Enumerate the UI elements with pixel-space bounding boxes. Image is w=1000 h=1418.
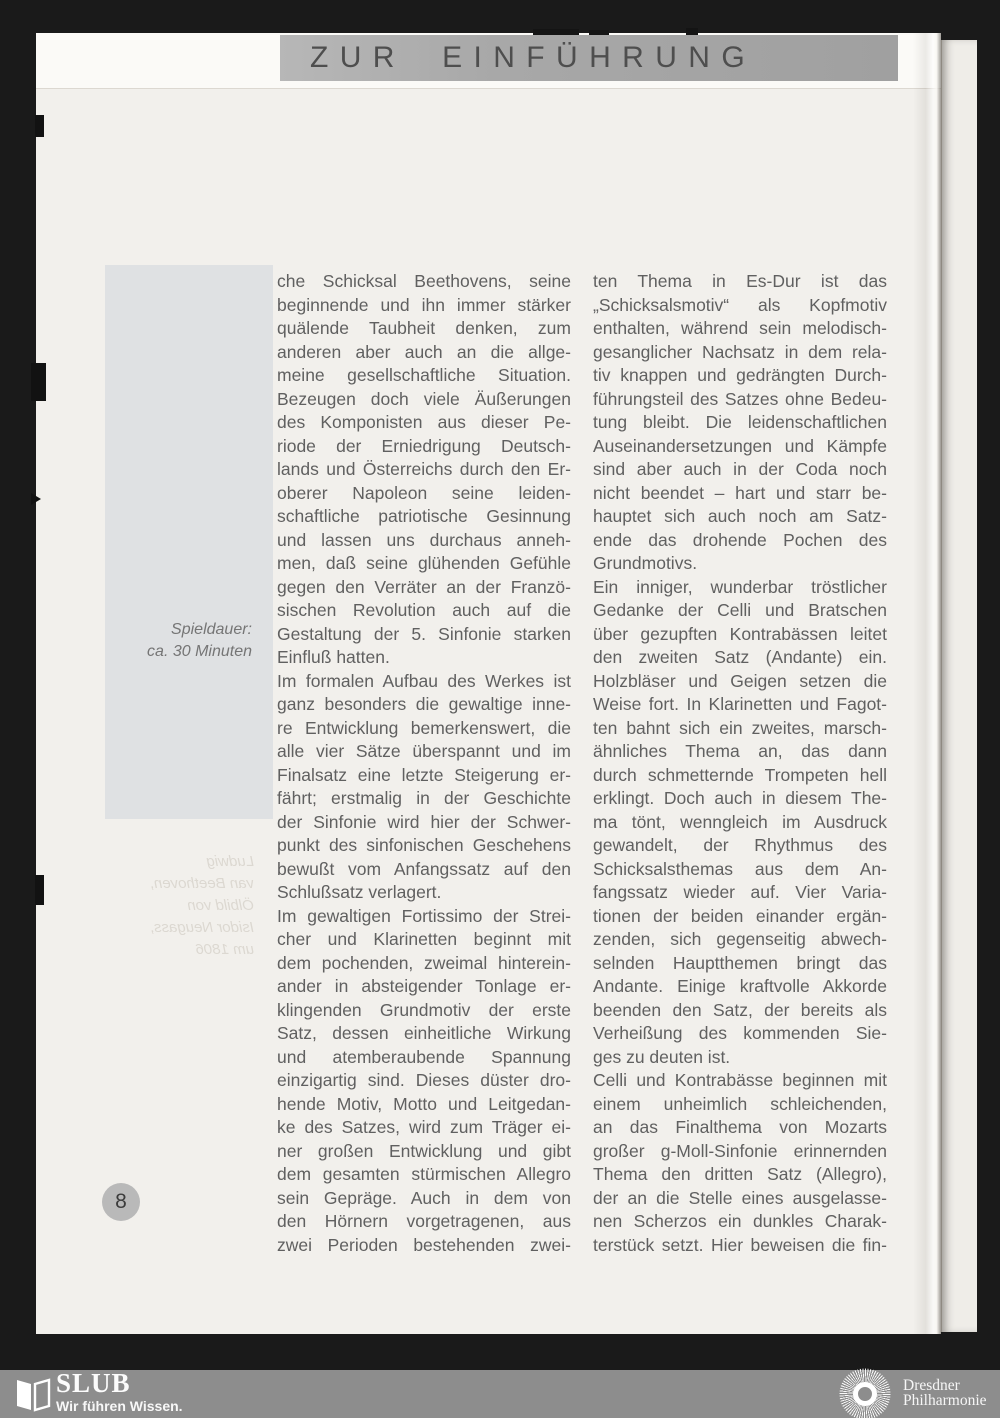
slub-wordmark: SLUB <box>56 1368 131 1398</box>
text-line: zenden, sich gegenseitig abwech- <box>593 929 887 949</box>
footer-bar <box>0 1370 1000 1418</box>
text-line: sind aber auch in der Coda noch <box>593 459 887 479</box>
text-line: lands und Österreichs durch den Er- <box>277 459 571 479</box>
text-line: Weise fort. In Klarinetten und Fagot- <box>593 694 887 714</box>
philharmonie-wordmark <box>903 1378 987 1408</box>
text-line: Finalsatz eine letzte Steigerung er- <box>277 764 571 785</box>
scan-artifact <box>686 28 698 35</box>
text-line: des Komponisten aus dieser Pe- <box>277 412 571 432</box>
text-line: gewandelt, der Rhythmus des <box>593 835 887 855</box>
text-line: tionen der beiden einander ergän- <box>593 905 887 926</box>
caption-line: Isidor Neugass, <box>149 919 254 936</box>
text-line: ten Thema in Es-Dur ist das <box>593 271 887 291</box>
text-line: cher und Klarinetten beginnt mit <box>277 929 571 949</box>
text-line: Gedanke der Celli und Bratschen <box>593 600 887 620</box>
text-line: Einfluß hatten. <box>277 647 390 667</box>
text-line: ges zu deuten ist. <box>593 1046 731 1067</box>
philharmonie-line: Philharmonie <box>903 1392 987 1409</box>
text-line: klingenden Grundmotiv der erste <box>277 999 571 1020</box>
text-line: bewußt vom Anfangssatz auf den <box>277 858 571 879</box>
text-line: Bezeugen doch viele Äußerungen <box>277 388 571 409</box>
text-line: Schicksalsthemas aus dem An- <box>593 858 887 879</box>
text-line: dem pochenden, zweimal hinterein- <box>277 952 571 973</box>
text-line: hauptet sich auch noch am Satz- <box>593 506 887 526</box>
page-number-badge: 8 <box>102 1183 140 1221</box>
text-line: ganz besonders die gewaltige inne- <box>277 694 571 714</box>
text-line: sischen Revolution auch auf die <box>277 600 571 620</box>
text-line: zwei Perioden bestehenden zwei- <box>277 1234 571 1255</box>
text-line: tung bleibt. Die leidenschaftlichen <box>593 412 887 432</box>
text-line: enthalten, während sein melodisch- <box>593 318 887 338</box>
text-line: Thema den dritten Satz (Allegro), <box>593 1164 887 1184</box>
text-line: Im gewaltigen Fortissimo der Strei- <box>277 905 571 926</box>
text-line: und atemberaubende Spannung <box>277 1046 571 1067</box>
page-curl-shadow <box>913 33 941 1334</box>
text-line: den Hörnern vorgetragenen, aus <box>277 1211 571 1231</box>
margin-note <box>76 619 252 663</box>
text-line: ende das drohende Pochen des <box>593 529 887 550</box>
adjacent-page-edge <box>941 40 977 1332</box>
text-line: anderen aber auch an die allge- <box>277 341 571 362</box>
text-line: den zweiten Satz (Andante) ein. <box>593 647 887 667</box>
text-line: gegen den Verräter an der Franzö- <box>277 576 571 597</box>
text-line: „Schicksalsmotiv“ als Kopfmotiv <box>593 294 887 315</box>
image-placeholder-box <box>105 265 273 819</box>
caption-line: van Beethoven, <box>149 875 254 892</box>
text-line: Grundmotivs. <box>593 553 698 573</box>
text-line: Schlußsatz verlagert. <box>277 882 442 902</box>
text-line: Andante. Einige kraftvolle Akkorde <box>593 976 887 996</box>
margin-note-line: ca. 30 Minuten <box>147 643 252 660</box>
text-line: durch schmetternde Trompeten hell <box>593 764 887 785</box>
text-line: sein Gepräge. Auch in dem von <box>277 1187 571 1208</box>
text-line: alle vier Sätze überspannt und im <box>277 741 571 761</box>
text-line: einem unheimlich schleichenden, <box>593 1093 887 1114</box>
scan-artifact <box>533 29 579 35</box>
text-line: schaftliche patriotische Gesinnung <box>277 506 571 526</box>
text-line: Auseinandersetzungen und Kämpfe <box>593 435 887 456</box>
scanned-page <box>36 33 941 1334</box>
binding-mark <box>31 493 41 505</box>
text-line: nicht beendet – hart und starr be- <box>593 482 887 503</box>
text-line: Satz, dessen einheitliche Wirkung <box>277 1023 571 1043</box>
text-line: punkt des sinfonischen Geschehens <box>277 835 571 855</box>
binding-mark <box>31 363 46 401</box>
text-line: einzigartig sind. Dieses düster dro- <box>277 1070 571 1090</box>
text-line: fährt; erstmalig in der Geschichte <box>277 788 571 808</box>
caption-line: um 1806 <box>195 941 254 958</box>
binding-mark <box>35 875 44 905</box>
text-line: re Entwicklung bemerkenswert, die <box>277 717 571 738</box>
text-line: nen Scherzos ein dunkles Charak- <box>593 1211 887 1231</box>
text-line: Gestaltung der 5. Sinfonie starken <box>277 623 571 644</box>
page-title: ZUR EINFÜHRUNG <box>310 41 757 74</box>
text-line: selnden Hauptthemen bringt das <box>593 952 887 973</box>
text-line: tiv knappen und gedrängten Durch- <box>593 365 887 385</box>
text-line: Ein inniger, wunderbar tröstlicher <box>593 576 887 597</box>
text-line: ander in absteigender Tonlage er- <box>277 976 571 996</box>
text-line: che Schicksal Beethovens, seine <box>277 271 571 291</box>
philharmonie-starburst-icon <box>839 1368 891 1418</box>
text-line: führungsteil des Satzes ohne Bedeu- <box>593 388 887 409</box>
text-line: ke des Satzes, wird zum Träger ei- <box>277 1117 571 1137</box>
text-line: beenden den Satz, der bereits als <box>593 999 887 1020</box>
bleed-through-caption <box>96 851 254 961</box>
text-line: an das Finalthema von Mozarts <box>593 1117 887 1137</box>
margin-note-line: Spieldauer: <box>171 621 252 638</box>
text-line: dem gesamten stürmischen Allegro <box>277 1164 571 1184</box>
text-line: ner großen Entwicklung und gibt <box>277 1140 571 1161</box>
text-line: oberer Napoleon seine leiden- <box>277 482 571 503</box>
caption-line: Ölbild von <box>187 897 254 914</box>
text-line: und lassen uns durchaus anneh- <box>277 529 571 550</box>
slub-book-icon <box>14 1374 52 1414</box>
text-line: Celli und Kontrabässe beginnen mit <box>593 1070 887 1090</box>
text-line: quälende Taubheit denken, zum <box>277 318 571 338</box>
text-line: Verheißung des kommenden Sie- <box>593 1023 887 1043</box>
text-line: großer g-Moll-Sinfonie erinnernden <box>593 1140 887 1161</box>
text-line: ma tönt, wenngleich im Ausdruck <box>593 811 887 832</box>
text-column-left <box>277 270 571 1257</box>
text-line: meine gesellschaftliche Situation. <box>277 365 571 385</box>
text-line: men, daß seine glühenden Gefühle <box>277 553 571 573</box>
slub-tagline: Wir führen Wissen. <box>56 1398 183 1414</box>
text-line: beginnende und ihn immer stärker <box>277 294 571 315</box>
philharmonie-line: Dresdner <box>903 1377 960 1394</box>
scan-artifact <box>589 30 609 35</box>
text-line: Im formalen Aufbau des Werkes ist <box>277 670 571 691</box>
binding-mark <box>35 115 44 137</box>
text-line: ten bahnt sich ein zweites, marsch- <box>593 717 887 738</box>
text-line: Holzbläser und Geigen setzen die <box>593 670 887 691</box>
header-banner <box>280 35 898 81</box>
caption-line: Ludwig <box>206 853 254 870</box>
text-line: erklingt. Doch auch in diesem The- <box>593 788 887 808</box>
text-line: fangssatz wieder auf. Vier Varia- <box>593 882 887 902</box>
text-line: riode der Erniedrigung Deutsch- <box>277 435 571 456</box>
text-column-right <box>593 270 887 1257</box>
text-line: terstück setzt. Hier beweisen die fin- <box>593 1234 887 1255</box>
text-line: gesanglicher Nachsatz in dem rela- <box>593 341 887 362</box>
text-line: ähnliches Thema an, das dann <box>593 741 887 761</box>
text-line: hende Motiv, Motto und Leitgedan- <box>277 1093 571 1114</box>
text-line: über gezupften Kontrabässen leitet <box>593 623 887 644</box>
text-line: der an die Stelle eines ausgelasse- <box>593 1187 887 1208</box>
page-header-strip <box>36 33 941 88</box>
text-line: der Sinfonie wird hier der Schwer- <box>277 811 571 832</box>
